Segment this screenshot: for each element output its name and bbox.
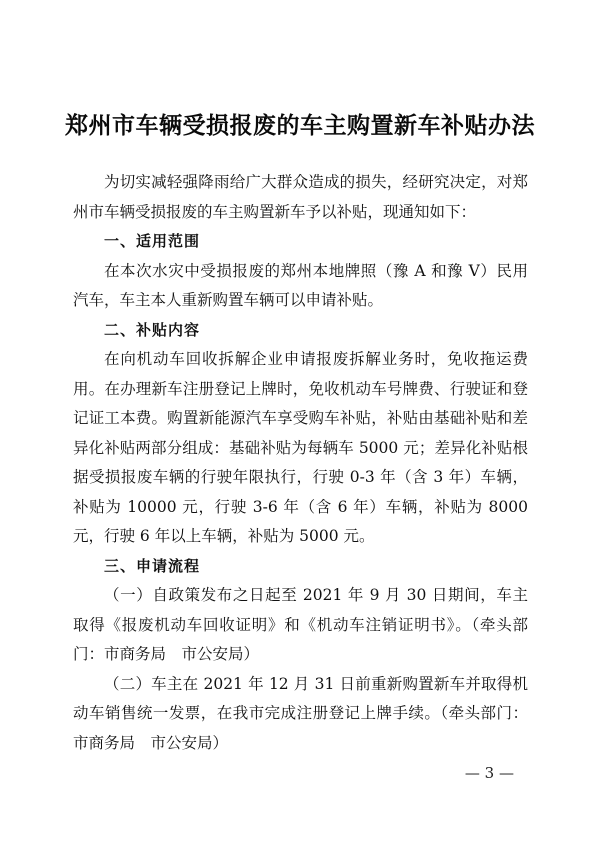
page-number: — 3 — bbox=[464, 764, 514, 782]
section-heading-subsidy: 二、补贴内容 bbox=[104, 320, 201, 339]
process-item-1: （一）自政策发布之日起至 2021 年 9 月 30 日期间，车主取得《报废机动车回收证明》和《机动车注销证明书》。（牵头部门：市商务局 市公安局） bbox=[73, 586, 528, 663]
process-item-2: （二）车主在 2021 年 12 月 31 日前重新购置新车并取得机动车销售统一发票，在我市完成注册登记上牌手续。（牵头部门：市商务局 市公安局） bbox=[73, 674, 528, 752]
intro-paragraph: 为切实减轻强降雨给广大群众造成的损失，经研究决定，对郑州市车辆受损报废的车主购置新车予以补贴，现通知如下： bbox=[73, 173, 528, 221]
document-title: 郑州市车辆受损报废的车主购置新车补贴办法 bbox=[65, 112, 535, 139]
subsidy-paragraph: 在向机动车回收拆解企业申请报废拆解业务时，免收拖运费用。在办理新车注册登记上牌时，免收机动车号牌费、行驶证和登记证工本费。购置新能源汽车享受购车补贴，补贴由基础补贴和差异化补贴两部分组成：基础补贴为每辆车 5000 元；差异化补贴根据受损报废车辆的行驶年限执行，行驶 0-3 年（含 3 年）车辆，补贴为 10000 元，行驶 3-6 年（含 6 年）车辆，补贴为 8000 元，行驶 6 年以上车辆，补贴为 5000 元。 bbox=[73, 350, 528, 545]
document-body bbox=[73, 168, 528, 758]
section-heading-scope: 一、适用范围 bbox=[104, 232, 201, 250]
section-heading-process: 三、申请流程 bbox=[104, 556, 201, 575]
scope-paragraph: 在本次水灾中受损报废的郑州本地牌照（豫 A 和豫 V）民用汽车，车主本人重新购置车辆可以申请补贴。 bbox=[73, 261, 528, 309]
